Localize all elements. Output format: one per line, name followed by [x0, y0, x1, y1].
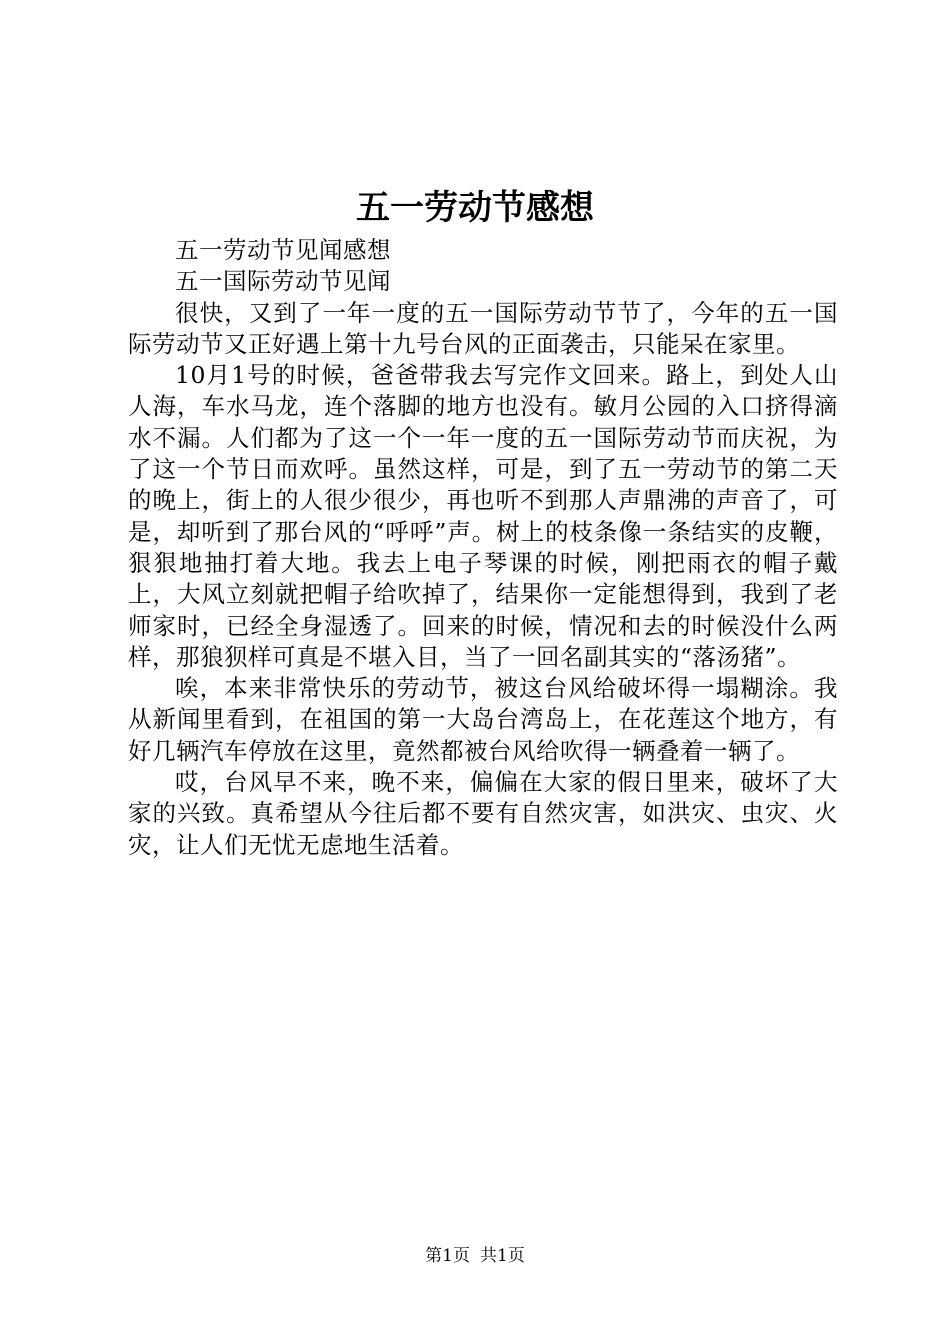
paragraph-main: 10月1号的时候，爸爸带我去写完作文回来。路上，到处人山人海，车水马龙，连个落脚的地方也没有。敏月公园的入口挤得滴水不漏。人们都为了这一个一年一度的五一国际劳动节而庆祝，为了这一个节日而欢呼。虽然这样，可是，到了五一劳动节的第二天的晚上，街上的人很少很少，再也听不到那人声鼎沸的声音了，可是，却听到了那台风的“呼呼”声。树上的枝条像一条结实的皮鞭，狠狠地抽打着大地。我去上电子琴课的时候，刚把雨衣的帽子戴上，大风立刻就把帽子给吹掉了，结果你一定能想得到，我到了老师家时，已经全身湿透了。回来的时候，情况和去的时候没什么两样，那狼狈样可真是不堪入目，当了一回名副其实的“落汤猪”。 [128, 361, 838, 671]
paragraph-news: 唉，本来非常快乐的劳动节，被这台风给破坏得一塌糊涂。我从新闻里看到，在祖国的第一大岛台湾岛上，在花莲这个地方，有好几辆汽车停放在这里，竟然都被台风给吹得一辆叠着一辆了。 [128, 674, 838, 765]
paragraph-intro: 很快，又到了一年一度的五一国际劳动节节了，今年的五一国际劳动节又正好遇上第十九号台风的正面袭击，只能呆在家里。 [128, 298, 838, 358]
page-footer [0, 1244, 950, 1268]
page-total: 共1页 [480, 1246, 525, 1266]
document-body [128, 235, 838, 861]
paragraph-conclusion: 哎，台风早不来，晚不来，偏偏在大家的假日里来，破坏了大家的兴致。真希望从今往后都不要有自然灾害，如洪灾、虫灾、火灾，让人们无忧无虑地生活着。 [128, 768, 838, 859]
paragraph-subtitle-2: 五一国际劳动节见闻 [175, 267, 391, 296]
paragraph-subtitle-1: 五一劳动节见闻感想 [175, 236, 391, 264]
page-number: 第1页 [425, 1246, 470, 1266]
document-title: 五一劳动节感想 [356, 188, 594, 228]
